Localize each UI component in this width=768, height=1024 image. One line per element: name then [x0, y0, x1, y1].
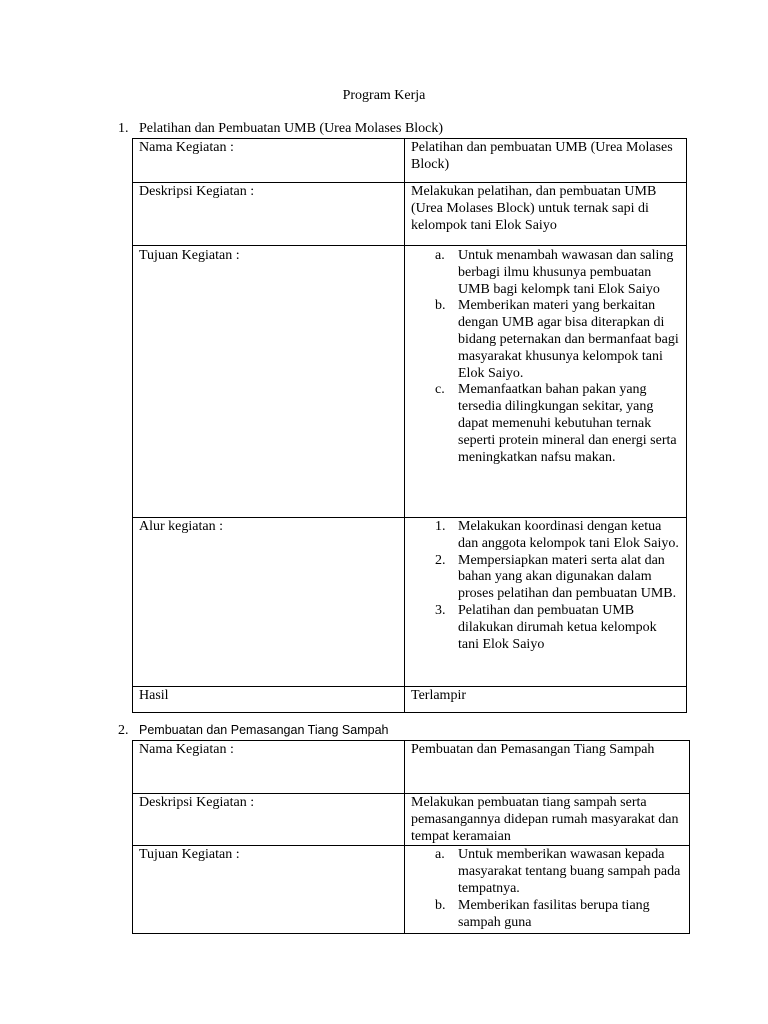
list-marker: a.: [435, 847, 445, 863]
list-item-text: Untuk memberikan wawasan kepada masyarakat tentang buang sampah pada tempatnya.: [458, 847, 681, 896]
list-marker: b.: [435, 897, 446, 913]
tujuan-list: [411, 248, 680, 466]
row-value: [405, 246, 687, 518]
row-value: [405, 846, 690, 934]
row-value: Pembuatan dan Pemasangan Tiang Sampah: [405, 741, 690, 794]
section-2-table: [132, 740, 690, 934]
tujuan-list: [411, 847, 683, 931]
row-label: Nama Kegiatan :: [133, 139, 405, 183]
section-1-table: [132, 138, 687, 713]
list-item: [411, 553, 680, 603]
row-value: [405, 518, 687, 687]
row-value: Terlampir: [405, 687, 687, 713]
table-row: [133, 183, 687, 246]
row-label: Deskripsi Kegiatan :: [133, 794, 405, 846]
list-item: [411, 519, 680, 553]
row-value: Melakukan pelatihan, dan pembuatan UMB (Urea Molases Block) untuk ternak sapi di kelompok tani Elok Saiyo: [405, 183, 687, 246]
section-number: 2.: [118, 723, 129, 738]
table-row: [133, 518, 687, 687]
table-row: [133, 741, 690, 794]
section-2-heading: [118, 723, 388, 739]
row-label: Deskripsi Kegiatan :: [133, 183, 405, 246]
section-title: Pembuatan dan Pemasangan Tiang Sampah: [139, 723, 389, 737]
list-item-text: Memberikan materi yang berkaitan dengan UMB agar bisa diterapkan di bidang peternakan dan bermanfaat bagi masyarakat khusunya kelompok tani Elok Saiyo.: [458, 298, 679, 381]
row-label: Tujuan Kegiatan :: [133, 246, 405, 518]
list-item-text: Memanfaatkan bahan pakan yang tersedia dilingkungan sekitar, yang dapat memenuhi kebutuhan ternak seperti protein mineral dan energi serta meningkatkan nafsu makan.: [458, 382, 677, 465]
list-item: [411, 382, 680, 466]
list-item: [411, 298, 680, 382]
list-item-text: Melakukan koordinasi dengan ketua dan anggota kelompok tani Elok Saiyo.: [458, 519, 679, 551]
list-marker: 2.: [435, 552, 446, 568]
alur-list: [411, 519, 680, 653]
row-value: Pelatihan dan pembuatan UMB (Urea Molases Block): [405, 139, 687, 183]
list-marker: c.: [435, 382, 445, 398]
list-item: [411, 603, 680, 653]
list-marker: 1.: [435, 519, 446, 534]
list-item: [411, 248, 680, 298]
list-marker: a.: [435, 248, 445, 263]
list-item: [411, 847, 683, 897]
table-row: [133, 687, 687, 713]
row-label: Hasil: [133, 687, 405, 713]
section-number: 1.: [118, 121, 129, 136]
list-item-text: Memberikan fasilitas berupa tiang sampah guna: [458, 897, 650, 930]
list-marker: 3.: [435, 602, 446, 618]
list-item: [411, 898, 683, 932]
list-item-text: Pelatihan dan pembuatan UMB dilakukan dirumah ketua kelompok tani Elok Saiyo: [458, 602, 657, 652]
list-item-text: Mempersiapkan materi serta alat dan bahan yang akan digunakan dalam proses pelatihan dan pembuatan UMB.: [458, 552, 677, 602]
list-item-text: Untuk menambah wawasan dan saling berbagi ilmu khusunya pembuatan UMB bagi kelompk tani Elok Saiyo: [458, 248, 674, 297]
row-label: Tujuan Kegiatan :: [133, 846, 405, 934]
section-1-heading: [118, 121, 443, 137]
table-row: [133, 139, 687, 183]
table-row: [133, 246, 687, 518]
section-title: Pelatihan dan Pembuatan UMB (Urea Molases Block): [139, 121, 444, 136]
row-label: Alur kegiatan :: [133, 518, 405, 687]
list-marker: b.: [435, 298, 446, 314]
row-value: Melakukan pembuatan tiang sampah serta pemasangannya didepan rumah masyarakat dan tempat keramaian: [405, 794, 690, 846]
row-label: Nama Kegiatan :: [133, 741, 405, 794]
table-row: [133, 846, 690, 934]
table-row: [133, 794, 690, 846]
document-title: Program Kerja: [342, 88, 426, 103]
